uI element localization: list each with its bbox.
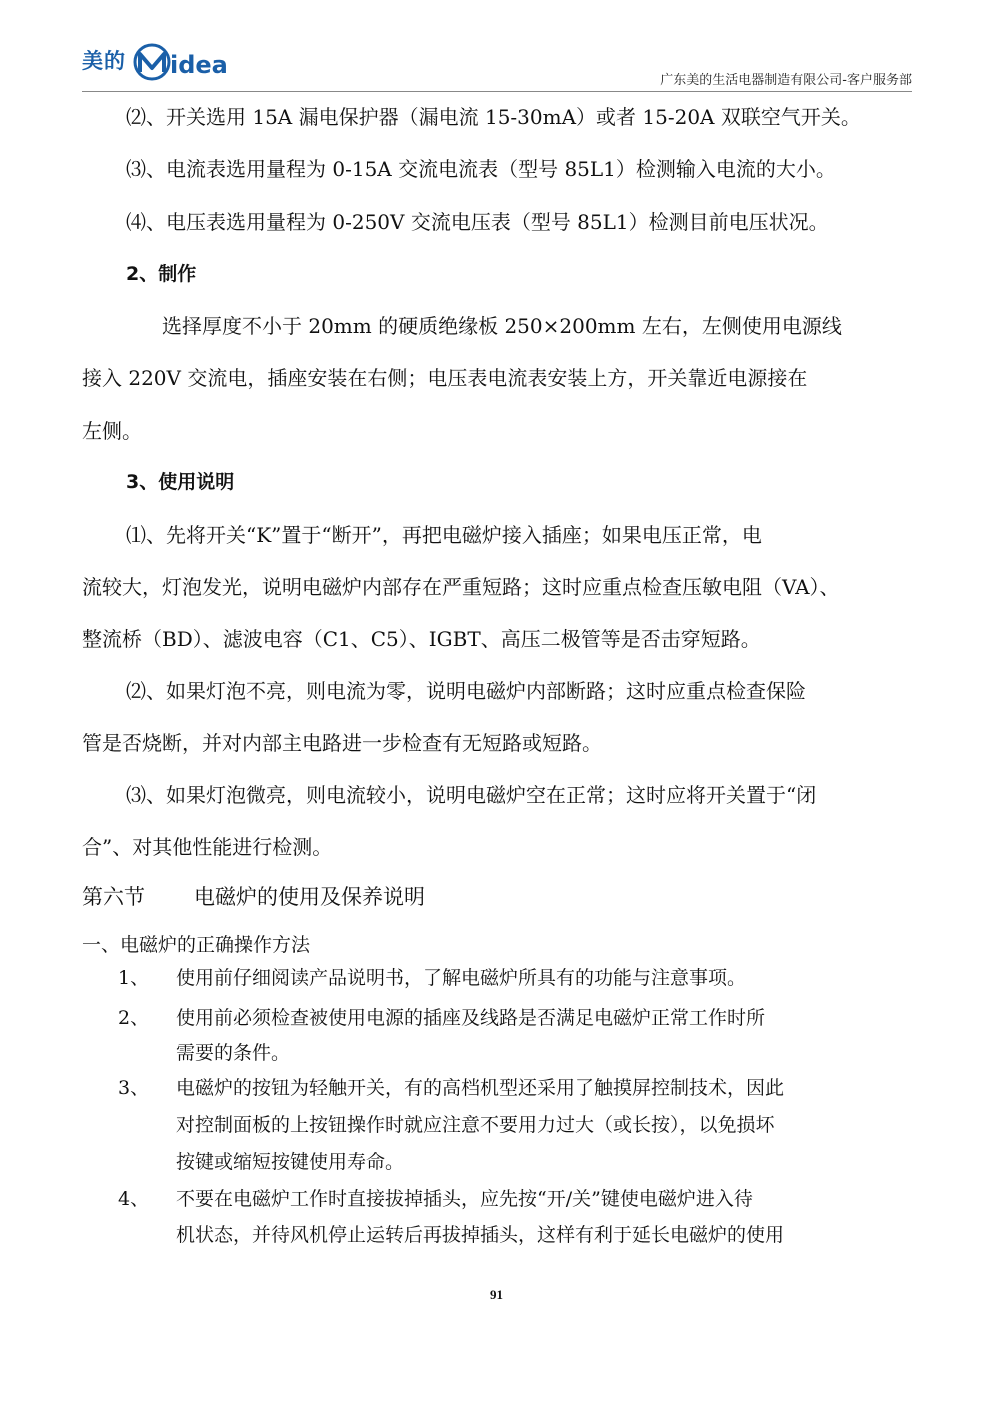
usage-1-line-1: ⑴、先将开关“K”置于“断开”，再把电磁炉接入插座；如果电压正常，电 bbox=[126, 523, 762, 547]
paragraph-item-2: ⑵、开关选用 15A 漏电保护器（漏电流 15-30mA）或者 15-20A 双联空气开关。 bbox=[126, 105, 861, 129]
logo-chinese-text: 美的 bbox=[82, 49, 126, 73]
list-item-line: 使用前仔细阅读产品说明书，了解电磁炉所具有的功能与注意事项。 bbox=[176, 967, 747, 989]
list-item-line: 机状态，并待风机停止运转后再拔掉插头，这样有利于延长电磁炉的使用 bbox=[176, 1224, 785, 1246]
company-name: 广东美的生活电器制造有限公司-客户服务部 bbox=[660, 73, 912, 88]
svg-text:idea: idea bbox=[170, 51, 228, 79]
list-item-line: 对控制面板的上按钮操作时就应注意不要用力过大（或长按），以免损坏 bbox=[176, 1114, 775, 1136]
usage-2-line-2: 管是否烧断，并对内部主电路进一步检查有无短路或短路。 bbox=[82, 731, 602, 755]
usage-2-line-1: ⑵、如果灯泡不亮，则电流为零，说明电磁炉内部断路；这时应重点检查保险 bbox=[126, 679, 806, 703]
usage-3-line-1: ⑶、如果灯泡微亮，则电流较小，说明电磁炉空在正常；这时应将开关置于“闭 bbox=[126, 783, 817, 807]
make-paragraph-line-2: 接入 220V 交流电，插座安装在右侧；电压表电流表安装上方，开关靠近电源接在 bbox=[82, 366, 808, 390]
make-paragraph-line-1: 选择厚度不小于 20mm 的硬质绝缘板 250×200mm 左右，左侧使用电源线 bbox=[162, 314, 842, 338]
list-item-line: 需要的条件。 bbox=[176, 1042, 291, 1064]
list-item-number: 4、 bbox=[118, 1188, 150, 1210]
heading-usage: 3、使用说明 bbox=[126, 471, 235, 493]
usage-1-line-3: 整流桥（BD）、滤波电容（C1、C5）、IGBT、高压二极管等是否击穿短路。 bbox=[82, 627, 761, 651]
midea-wordmark-logo bbox=[132, 38, 240, 82]
midea-logo bbox=[82, 36, 240, 84]
list-item-line: 不要在电磁炉工作时直接拔掉插头，应先按“开/关”键使电磁炉进入待 bbox=[176, 1188, 753, 1210]
list-item-line: 按键或缩短按键使用寿命。 bbox=[176, 1151, 405, 1173]
paragraph-item-3: ⑶、电流表选用量程为 0-15A 交流电流表（型号 85L1）检测输入电流的大小。 bbox=[126, 157, 836, 181]
page-header bbox=[82, 36, 912, 96]
list-item-number: 3、 bbox=[118, 1077, 150, 1099]
subsection-title: 一、电磁炉的正确操作方法 bbox=[82, 934, 311, 956]
usage-1-line-2: 流较大，灯泡发光，说明电磁炉内部存在严重短路；这时应重点检查压敏电阻（VA）、 bbox=[82, 575, 840, 599]
section-title: 电磁炉的使用及保养说明 bbox=[194, 885, 425, 909]
section-number: 第六节 bbox=[82, 885, 145, 909]
list-item-number: 2、 bbox=[118, 1007, 150, 1029]
header-divider bbox=[82, 91, 912, 92]
make-paragraph-line-3: 左侧。 bbox=[82, 419, 142, 443]
page-number: 91 bbox=[490, 1287, 503, 1302]
heading-make: 2、制作 bbox=[126, 263, 197, 285]
list-item-line: 使用前必须检查被使用电源的插座及线路是否满足电磁炉正常工作时所 bbox=[176, 1007, 766, 1029]
paragraph-item-4: ⑷、电压表选用量程为 0-250V 交流电压表（型号 85L1）检测目前电压状况。 bbox=[126, 210, 829, 234]
list-item-number: 1、 bbox=[118, 967, 150, 989]
usage-3-line-2: 合”、对其他性能进行检测。 bbox=[82, 835, 333, 859]
list-item-line: 电磁炉的按钮为轻触开关，有的高档机型还采用了触摸屏控制技术，因此 bbox=[176, 1077, 785, 1099]
